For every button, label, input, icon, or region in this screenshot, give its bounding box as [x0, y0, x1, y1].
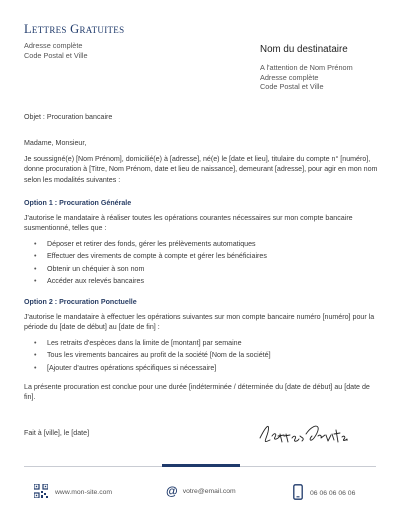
- footer-email: [166, 484, 236, 498]
- qr-code-icon: [34, 484, 48, 500]
- email-link[interactable]: votre@email.com: [182, 487, 236, 495]
- signature: [256, 418, 348, 450]
- option1-title: Option 1 : Procuration Générale: [24, 199, 132, 207]
- sender-postal: Code Postal et Ville: [24, 51, 88, 60]
- list-item: • Obtenir un chéquier à son nom: [24, 263, 364, 275]
- signature-drawing: [256, 418, 348, 450]
- letter-object: Objet : Procuration bancaire: [24, 113, 113, 121]
- recipient-address: Adresse complète: [260, 72, 319, 82]
- letter-intro: Je soussigné(e) [Nom Prénom], domicilié(e) à [adresse], né(e) le [date et lieu], titulaire du compte n° [numéro], donne procuration à [Titre, Nom Prénom, date et lieu de naissance], demeurant [adresse], pour agir en mon nom selon les modalités suivantes :: [24, 155, 378, 184]
- website-link[interactable]: www.mon-site.com: [55, 488, 113, 496]
- letter-closing: La présente procuration est conclue pour une durée [indéterminée / déterminée du [date de début] au [date de fin].: [24, 383, 370, 402]
- sender-address: Adresse complète: [24, 41, 83, 50]
- recipient-attention: A l'attention de Nom Prénom: [260, 63, 353, 72]
- list-item: • Les retraits d'espèces dans la limite de [montant] par semaine: [24, 337, 364, 349]
- option1-text: J'autorise le mandataire à réaliser toutes les opérations courantes nécessaires sur mon compte bancaire susmentionné, telles que :: [24, 214, 353, 233]
- footer-phone: [293, 484, 355, 502]
- option2-title: Option 2 : Procuration Ponctuelle: [24, 298, 137, 306]
- list-item: • Tous les virements bancaires au profit de la société [Nom de la société]: [24, 349, 364, 361]
- list-item: • Effectuer des virements de compte à compte et gérer les bénéficiaires: [24, 250, 364, 262]
- place-date: Fait à [ville], le [date]: [24, 429, 90, 437]
- option2-list: [24, 337, 364, 374]
- footer-accent-bar: [162, 464, 240, 467]
- phone-number: 06 06 06 06 06: [310, 489, 356, 497]
- at-sign-icon: @: [166, 484, 178, 498]
- mobile-phone-icon: [293, 484, 303, 502]
- option2-text: J'autorise le mandataire à effectuer les opérations suivantes sur mon compte bancaire numéro [numéro] pour la période du [date de début] au [date de fin] :: [24, 313, 375, 332]
- letter-greeting: Madame, Monsieur,: [24, 139, 87, 147]
- recipient-postal: Code Postal et Ville: [260, 82, 324, 91]
- sender-address-block: [24, 41, 88, 61]
- recipient-name: Nom du destinataire: [260, 44, 348, 55]
- option1-list: [24, 238, 364, 287]
- list-item: • [Ajouter d'autres opérations spécifiques si nécessaire]: [24, 362, 364, 374]
- footer-website: [34, 484, 112, 500]
- list-item: • Déposer et retirer des fonds, gérer les prélèvements automatiques: [24, 238, 364, 250]
- recipient-address-block: [260, 63, 353, 92]
- sender-name: Lettres Gratuites: [24, 22, 125, 36]
- list-item: • Accéder aux relevés bancaires: [24, 275, 364, 287]
